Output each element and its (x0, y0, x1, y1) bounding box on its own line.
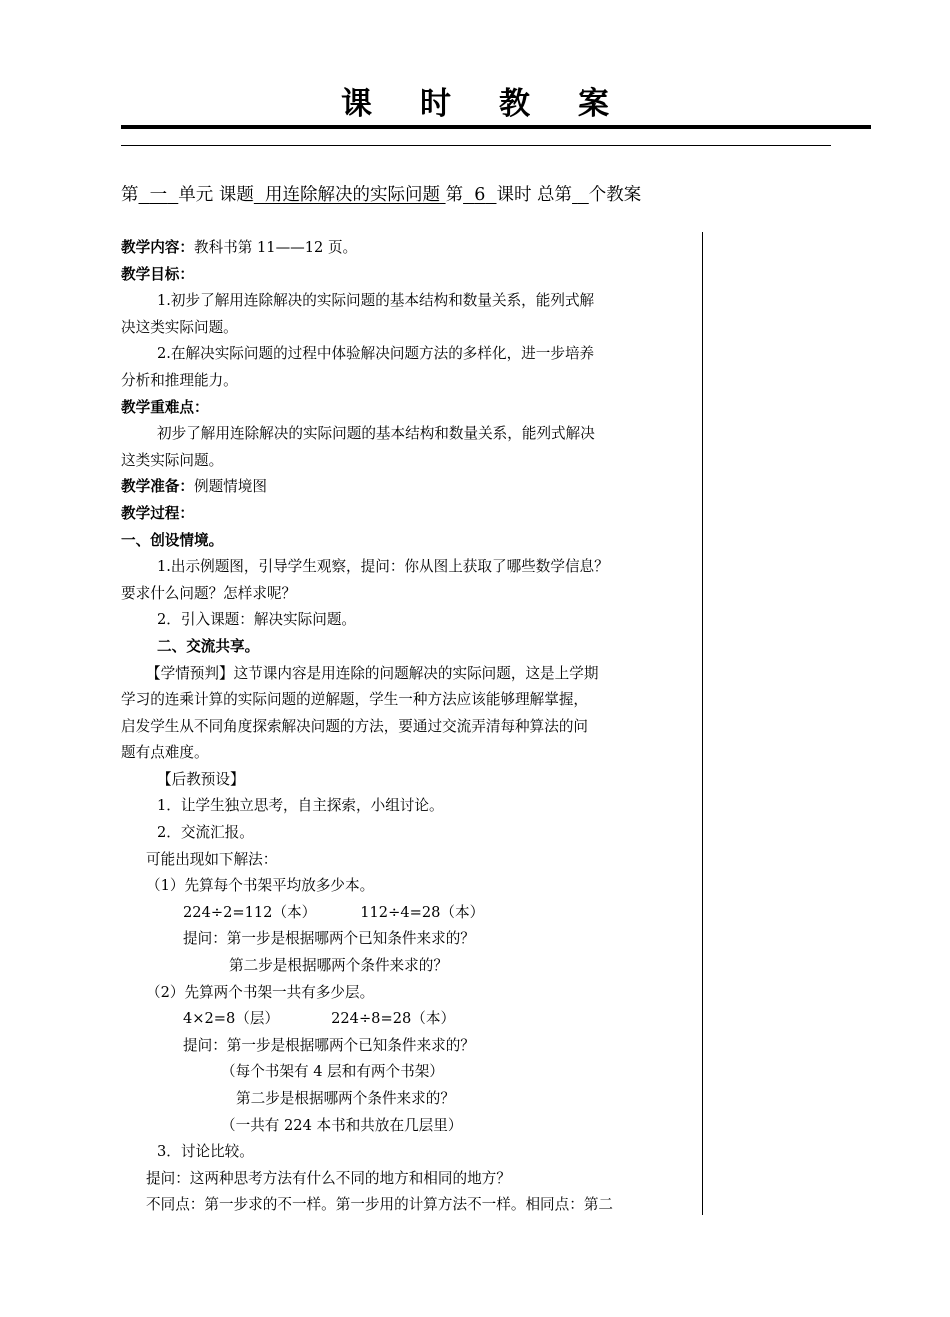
content-line: 1．让学生独立思考，自主探索，小组讨论。 (157, 797, 444, 815)
total-number-field (572, 185, 589, 205)
content-line: 学习的连乘计算的实际问题的逆解题，学生一种方法应该能够理解掌握， (121, 691, 589, 709)
unit-field: 一 (149, 185, 168, 205)
equation-line: 224÷2=112（本） 112÷4=28（本） (183, 903, 485, 921)
content-line: 1.出示例题图，引导学生观察，提问：你从图上获取了哪些数学信息？ (157, 558, 609, 576)
content-line: 【学情预判】这节课内容是用连除的问题解决的实际问题，这是上学期 (146, 664, 599, 682)
content-line: 2．交流汇报。 (157, 824, 254, 842)
content-line: 提问：第一步是根据哪两个已知条件来求的？ (183, 930, 475, 948)
content-line: 2.在解决实际问题的过程中体验解决问题方法的多样化，进一步培养 (157, 345, 595, 363)
header-text: 第 (445, 185, 464, 205)
header-text: 课时 总第 (496, 185, 573, 205)
section-heading: 二、交流共享。 (157, 637, 260, 655)
content-line: 决这类实际问题。 (121, 318, 238, 336)
content-line: 分析和推理能力。 (121, 371, 238, 389)
content-line: 2．引入课题：解决实际问题。 (157, 611, 357, 629)
content-line: 第二步是根据哪两个条件来求的？ (229, 957, 448, 975)
section-heading: 一、创设情境。 (121, 531, 224, 549)
section-label: 教学过程： (121, 504, 194, 522)
topic-field: 用连除解决的实际问题 (264, 185, 440, 205)
header-text: 单元 课题 (178, 185, 254, 205)
header-text: 个教案 (588, 185, 642, 205)
content-line: 3．讨论比较。 (157, 1143, 254, 1161)
section-label: 教学目标： (121, 265, 194, 283)
table-border-right (702, 232, 703, 1215)
content-line: 提问：第一步是根据哪两个已知条件来求的？ (183, 1036, 475, 1054)
content-line: 这类实际问题。 (121, 451, 224, 469)
content-line: 教学准备：例题情境图 (121, 478, 267, 496)
lesson-content (121, 235, 699, 1219)
page-title: 课时教案 (341, 86, 657, 122)
section-label: 教学重难点： (121, 398, 209, 416)
content-line: （一共有 224 本书和共放在几层里） (221, 1116, 463, 1134)
content-line: 启发学生从不同角度探索解决问题的方法，要通过交流弄清每种算法的问 (121, 717, 589, 735)
content-line: 要求什么问题？怎样求呢？ (121, 584, 297, 602)
content-line: （1）先算每个书架平均放多少本。 (146, 877, 375, 895)
content-line: （每个书架有 4 层和有两个书架） (221, 1063, 444, 1081)
content-line: 题有点难度。 (121, 744, 209, 762)
lesson-number-field: 6 (474, 185, 486, 205)
content-line: （2）先算两个书架一共有多少层。 (146, 983, 375, 1001)
content-line: 可能出现如下解法： (146, 850, 278, 868)
content-line: 教学内容：教科书第 11——12 页。 (121, 239, 358, 256)
content-line: 第二步是根据哪两个条件来求的？ (236, 1090, 455, 1107)
content-line: 初步了解用连除解决的实际问题的基本结构和数量关系，能列式解决 (157, 425, 595, 443)
equation-line: 4×2=8（层） 224÷8=28（本） (183, 1010, 456, 1028)
content-line: 提问：这两种思考方法有什么不同的地方和相同的地方？ (146, 1169, 511, 1187)
content-line: 1.初步了解用连除解决的实际问题的基本结构和数量关系，能列式解 (157, 292, 595, 310)
lesson-header (121, 181, 641, 206)
content-line: 不同点：第一步求的不一样。第一步用的计算方法不一样。相同点：第二 (146, 1196, 614, 1214)
title-rule-thick (121, 125, 871, 129)
content-line: 【后教预设】 (157, 770, 245, 788)
title-rule-thin (121, 145, 831, 146)
header-text: 第 (121, 185, 139, 205)
